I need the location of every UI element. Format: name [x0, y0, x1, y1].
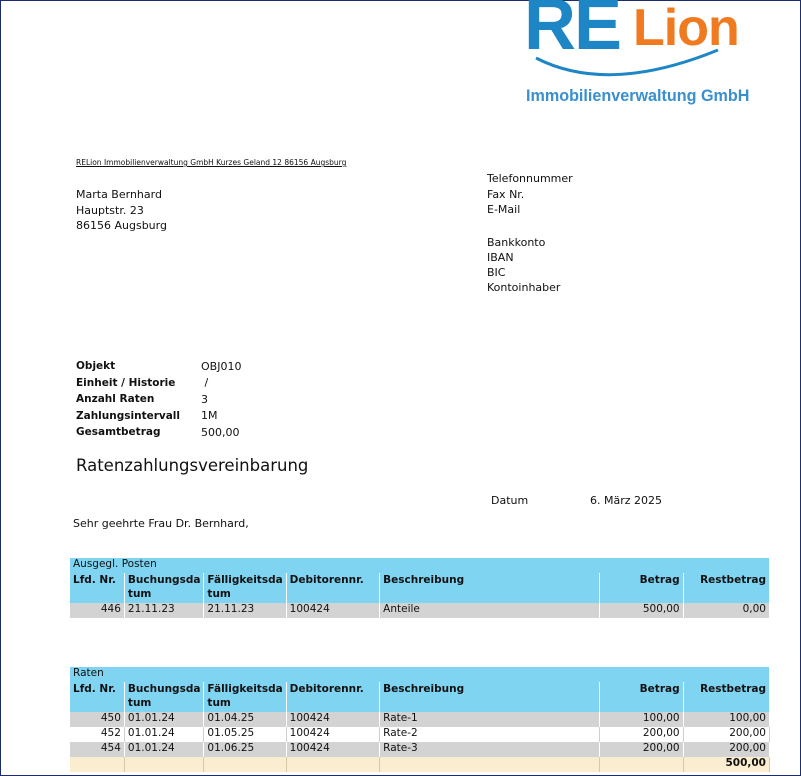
table-row	[70, 712, 770, 727]
table-cell: 01.04.25	[204, 712, 286, 727]
contact-email: E-Mail	[487, 203, 521, 216]
table-cell: Anteile	[380, 603, 600, 618]
table-cell: Rate-3	[380, 742, 600, 757]
table-cell: 100,00	[600, 712, 684, 727]
table-caption-row	[70, 558, 770, 573]
bank-holder: Kontoinhaber	[487, 281, 561, 294]
table-cell: 100424	[286, 727, 379, 742]
table-total-value: 500,00	[683, 757, 769, 772]
sender-address-line: RELion Immobilienverwaltung GmbH Kurzes Geland 12 86156 Augsburg	[76, 158, 347, 167]
table-cell: 01.01.24	[124, 742, 204, 757]
column-header: Restbetrag	[683, 573, 769, 603]
recipient-address	[76, 187, 167, 234]
table-total-row	[70, 757, 770, 772]
column-header: Fälligkeitsda tum	[204, 573, 286, 603]
table-cell: 452	[70, 727, 124, 742]
table-cell	[600, 757, 684, 772]
table-cell: 450	[70, 712, 124, 727]
object-info-row	[76, 391, 241, 408]
object-info-label: Objekt	[76, 360, 116, 373]
object-info-value: OBJ010	[201, 359, 242, 373]
table-cell: 446	[70, 603, 124, 618]
table-cell: 21.11.23	[124, 603, 204, 618]
bank-block	[487, 235, 560, 295]
recipient-city: 86156 Augsburg	[76, 219, 167, 232]
table-cell: Rate-2	[380, 727, 600, 742]
table-header-row	[70, 573, 770, 603]
table-cell: 454	[70, 742, 124, 757]
table-row	[70, 727, 770, 742]
object-info	[76, 358, 241, 441]
table-cell	[124, 757, 204, 772]
greeting: Sehr geehrte Frau Dr. Bernhard,	[73, 517, 249, 530]
object-info-row	[76, 424, 241, 441]
column-header: Debitorennr.	[286, 573, 379, 603]
table-cell: 100424	[286, 742, 379, 757]
document-title: Ratenzahlungsvereinbarung	[76, 456, 309, 475]
table-cell: 200,00	[683, 727, 769, 742]
bank-iban: IBAN	[487, 251, 514, 264]
logo-subtitle: Immobilienverwaltung GmbH	[526, 86, 750, 105]
date-value: 6. März 2025	[590, 494, 663, 507]
column-header: Buchungsda tum	[124, 573, 204, 603]
object-info-label: Gesamtbetrag	[76, 426, 161, 439]
recipient-name: Marta Bernhard	[76, 188, 162, 201]
object-info-value: /	[201, 376, 209, 390]
column-header: Betrag	[600, 573, 684, 603]
table-cell: 01.01.24	[124, 712, 204, 727]
installments-table	[70, 667, 770, 772]
column-header: Lfd. Nr.	[70, 682, 124, 712]
table-cell: 500,00	[600, 603, 684, 618]
table-cell: Rate-1	[380, 712, 600, 727]
contact-block	[487, 171, 573, 218]
table-caption: Raten	[70, 667, 770, 682]
table-cell: 200,00	[683, 742, 769, 757]
table-cell: 200,00	[600, 742, 684, 757]
object-info-row	[76, 358, 241, 375]
contact-fax: Fax Nr.	[487, 187, 525, 201]
settled-items-table	[70, 558, 770, 618]
table-cell: 0,00	[683, 603, 769, 618]
table-cell	[286, 757, 379, 772]
logo-text-lion: Lion	[633, 0, 739, 57]
column-header: Beschreibung	[380, 682, 600, 712]
table-cell: 01.06.25	[204, 742, 286, 757]
table-cell	[70, 757, 124, 772]
company-logo	[518, 0, 778, 115]
table-row	[70, 603, 770, 618]
object-info-value: 500,00	[201, 425, 240, 439]
object-info-label: Anzahl Raten	[76, 393, 155, 406]
table-cell: 01.01.24	[124, 727, 204, 742]
column-header: Buchungsda tum	[124, 682, 204, 712]
table-cell: 100424	[286, 712, 379, 727]
object-info-label: Zahlungsintervall	[76, 409, 181, 422]
table-row	[70, 742, 770, 757]
bank-bic: BIC	[487, 266, 506, 279]
table-cell: 01.05.25	[204, 727, 286, 742]
table-cell: 100,00	[683, 712, 769, 727]
date-label: Datum	[491, 494, 529, 507]
object-info-value: 1M	[201, 409, 218, 423]
table-cell: 200,00	[600, 727, 684, 742]
table-header-row	[70, 682, 770, 712]
object-info-row	[76, 375, 241, 392]
column-header: Betrag	[600, 682, 684, 712]
table-cell	[204, 757, 286, 772]
object-info-row	[76, 408, 241, 425]
table-cell	[380, 757, 600, 772]
column-header: Fälligkeitsda tum	[204, 682, 286, 712]
table-caption: Ausgegl. Posten	[70, 558, 770, 573]
recipient-street: Hauptstr. 23	[76, 203, 144, 217]
table-cell: 100424	[286, 603, 379, 618]
column-header: Lfd. Nr.	[70, 573, 124, 603]
column-header: Debitorennr.	[286, 682, 379, 712]
bank-account: Bankkonto	[487, 236, 546, 249]
object-info-label: Einheit / Historie	[76, 376, 176, 389]
table-caption-row	[70, 667, 770, 682]
table-cell: 21.11.23	[204, 603, 286, 618]
contact-phone: Telefonnummer	[487, 172, 573, 185]
object-info-value: 3	[201, 392, 208, 406]
logo-text-re: RE	[524, 0, 621, 65]
column-header: Restbetrag	[683, 682, 769, 712]
column-header: Beschreibung	[380, 573, 600, 603]
